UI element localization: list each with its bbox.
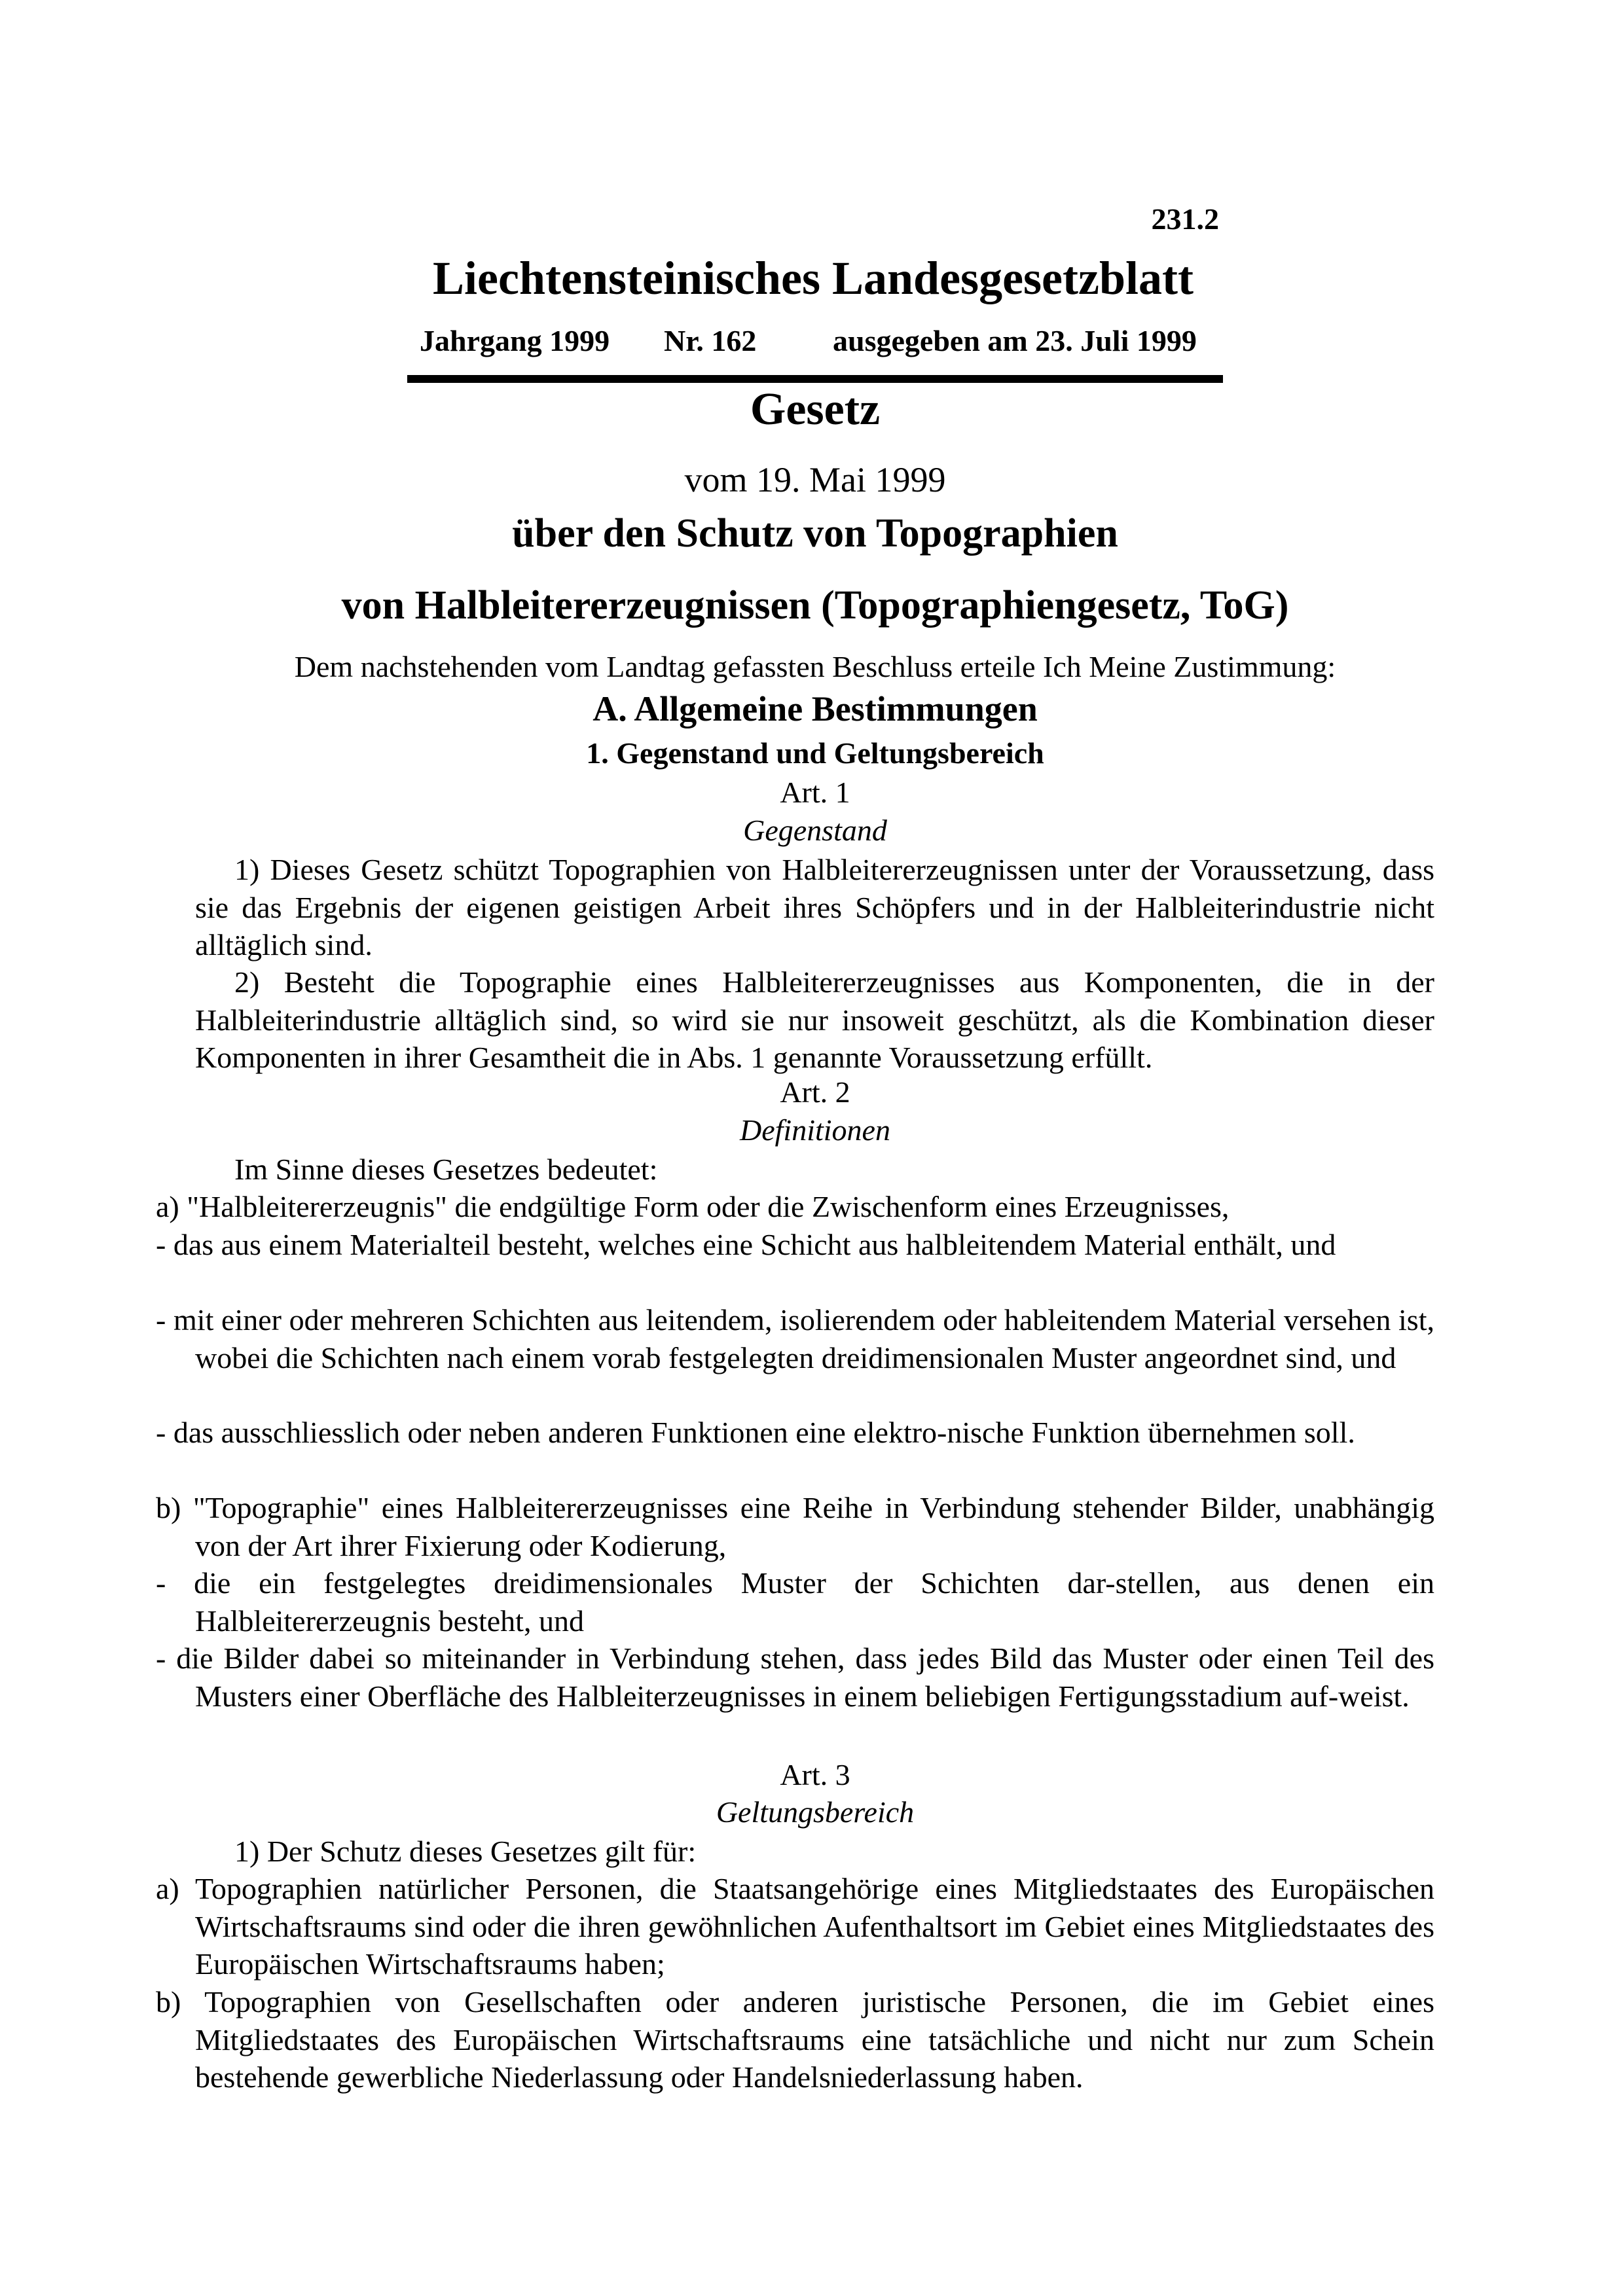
subsection-heading: 1. Gegenstand und Geltungsbereich <box>586 736 1044 770</box>
article-3-intro: 1) Der Schutz dieses Gesetzes gilt für: <box>234 1835 697 1868</box>
law-title-line-2: von Halbleitererzeugnissen (Topographiengesetz, ToG) <box>341 583 1289 628</box>
law-date: vom 19. Mai 1999 <box>684 460 946 499</box>
gazette-title: Liechtensteinisches Landesgesetzblatt <box>433 252 1194 304</box>
section-heading: A. Allgemeine Bestimmungen <box>593 689 1038 728</box>
article-2-item-a-dash-2: - mit einer oder mehreren Schichten aus leitendem, isolierendem oder hableitendem Material versehen ist, wobei die Schichten nach einem vorab festgelegten dreidimensionalen Muster angeordnet sind, und <box>156 1303 1434 1374</box>
article-3-title: Geltungsbereich <box>716 1795 915 1829</box>
article-1-paragraph-1: 1) Dieses Gesetz schützt Topographien von Halbleitererzeugnissen unter der Voraussetzung, dass sie das Ergebnis der eigenen geistigen Arbeit ihres Schöpfers und in der Halbleiterindustrie nicht alltäglich sind. <box>195 853 1434 962</box>
article-3-label: Art. 3 <box>780 1758 850 1791</box>
gazette-issue-date: ausgegeben am 23. Juli 1999 <box>833 324 1197 357</box>
article-2-item-b: b) "Topographie" eines Halbleitererzeugnisses eine Reihe in Verbindung stehender Bilder, unabhängig von der Art ihrer Fixierung oder Kodierung, <box>156 1491 1434 1562</box>
article-2-item-b-dash-2: - die Bilder dabei so miteinander in Verbindung stehen, dass jedes Bild das Muster oder einen Teil des Musters einer Oberfläche des Halbleiterzeugnisses in einem beliebigen Fertigungsstadium auf-weist. <box>156 1641 1434 1713</box>
article-2-item-a-dash-3: - das ausschliesslich oder neben anderen Funktionen eine elektro-nische Funktion übernehmen soll. <box>156 1416 1355 1449</box>
article-2-item-a: a) "Halbleitererzeugnis" die endgültige Form oder die Zwischenform eines Erzeugnisses, <box>156 1190 1230 1223</box>
article-2-intro: Im Sinne dieses Gesetzes bedeutet: <box>234 1153 658 1186</box>
document-number: 231.2 <box>1151 202 1219 236</box>
article-1-paragraph-2: 2) Besteht die Topographie eines Halbleitererzeugnisses aus Komponenten, die in der Halbleiterindustrie alltäglich sind, so wird sie nur insoweit geschützt, als die Kombination dieser Komponenten in ihrer Gesamtheit die in Abs. 1 genannte Voraussetzung erfüllt. <box>195 965 1434 1075</box>
article-2-item-a-dash-1: - das aus einem Materialteil besteht, welches eine Schicht aus halbleitendem Material enthält, und <box>156 1228 1336 1261</box>
header-rule <box>407 375 1223 383</box>
article-3-item-a: a) Topographien natürlicher Personen, die Staatsangehörige eines Mitgliedstaates des Europäischen Wirtschaftsraums sind oder die ihren gewöhnlichen Aufenthaltsort im Gebiet eines Mitgliedstaates des Europäischen Wirtschaftsraums haben; <box>156 1872 1434 1981</box>
article-2-item-b-dash-1: - die ein festgelegtes dreidimensionales Muster der Schichten dar-stellen, aus denen ein Halbleitererzeugnis besteht, und <box>156 1566 1434 1638</box>
law-title-line-1: über den Schutz von Topographien <box>512 511 1118 556</box>
article-3-item-b: b) Topographien von Gesellschaften oder anderen juristische Personen, die im Gebiet eines Mitgliedstaates des Europäischen Wirtschaftsraums eine tatsächliche und nicht nur zum Schein bestehende gewerbliche Niederlassung oder Handelsniederlassung haben. <box>156 1985 1434 2094</box>
article-1-label: Art. 1 <box>780 776 850 809</box>
article-2-title: Definitionen <box>740 1113 890 1147</box>
law-type: Gesetz <box>750 384 881 435</box>
article-1-title: Gegenstand <box>743 814 887 847</box>
gazette-number: Nr. 162 <box>664 324 757 357</box>
article-2-label: Art. 2 <box>780 1075 850 1109</box>
gazette-year: Jahrgang 1999 <box>420 324 610 357</box>
enacting-clause: Dem nachstehenden vom Landtag gefassten Beschluss erteile Ich Meine Zustimmung: <box>294 650 1336 683</box>
